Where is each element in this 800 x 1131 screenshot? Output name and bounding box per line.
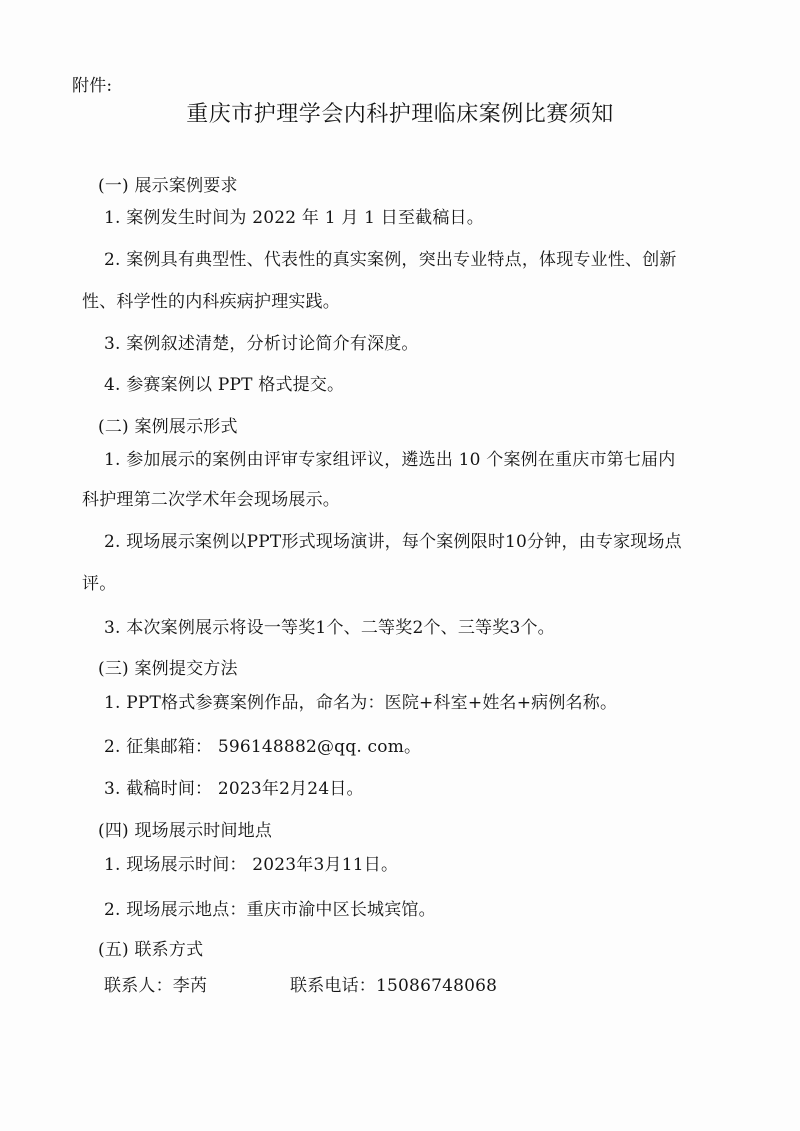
section-2-line-3: 2. 现场展示案例以PPT形式现场演讲，每个案例限时10分钟，由专家现场点 — [104, 532, 682, 552]
section-2-line-5: 3. 本次案例展示将设一等奖1个、二等奖2个、三等奖3个。 — [104, 618, 555, 638]
section-3-line-3: 3. 截稿时间： 2023年2月24日。 — [104, 779, 364, 799]
section-1-line-1: 1. 案例发生时间为 2022 年 1 月 1 日至截稿日。 — [104, 208, 484, 228]
section-1-line-2: 2. 案例具有典型性、代表性的真实案例，突出专业特点，体现专业性、创新 — [104, 250, 677, 270]
section-4-line-1: 1. 现场展示时间： 2023年3月11日。 — [104, 855, 399, 875]
section-heading-5: (五) 联系方式 — [98, 940, 204, 960]
section-4-line-2: 2. 现场展示地点：重庆市渝中区长城宾馆。 — [104, 900, 436, 920]
section-heading-1: (一) 展示案例要求 — [98, 176, 238, 196]
section-3-line-2: 2. 征集邮箱： 596148882@qq. com。 — [104, 737, 422, 757]
contact-phone: 联系电话：15086748068 — [290, 976, 498, 996]
section-2-line-1: 1. 参加展示的案例由评审专家组评议，遴选出 10 个案例在重庆市第七届内 — [104, 450, 676, 470]
section-1-line-5: 4. 参赛案例以 PPT 格式提交。 — [104, 375, 345, 395]
section-heading-4: (四) 现场展示时间地点 — [98, 821, 273, 841]
section-2-line-4: 评。 — [82, 574, 117, 594]
document-title: 重庆市护理学会内科护理临床案例比赛须知 — [186, 102, 614, 127]
section-1-line-4: 3. 案例叙述清楚，分析讨论简介有深度。 — [104, 334, 419, 354]
section-heading-2: (二) 案例展示形式 — [98, 417, 238, 437]
contact-person: 联系人：李芮 — [104, 976, 208, 996]
section-3-line-1: 1. PPT格式参赛案例作品，命名为：医院+科室+姓名+病例名称。 — [104, 693, 618, 713]
section-heading-3: (三) 案例提交方法 — [98, 659, 238, 679]
section-2-line-2: 科护理第二次学术年会现场展示。 — [82, 490, 340, 510]
section-1-line-3: 性、科学性的内科疾病护理实践。 — [82, 292, 340, 312]
attachment-label: 附件: — [72, 76, 113, 96]
